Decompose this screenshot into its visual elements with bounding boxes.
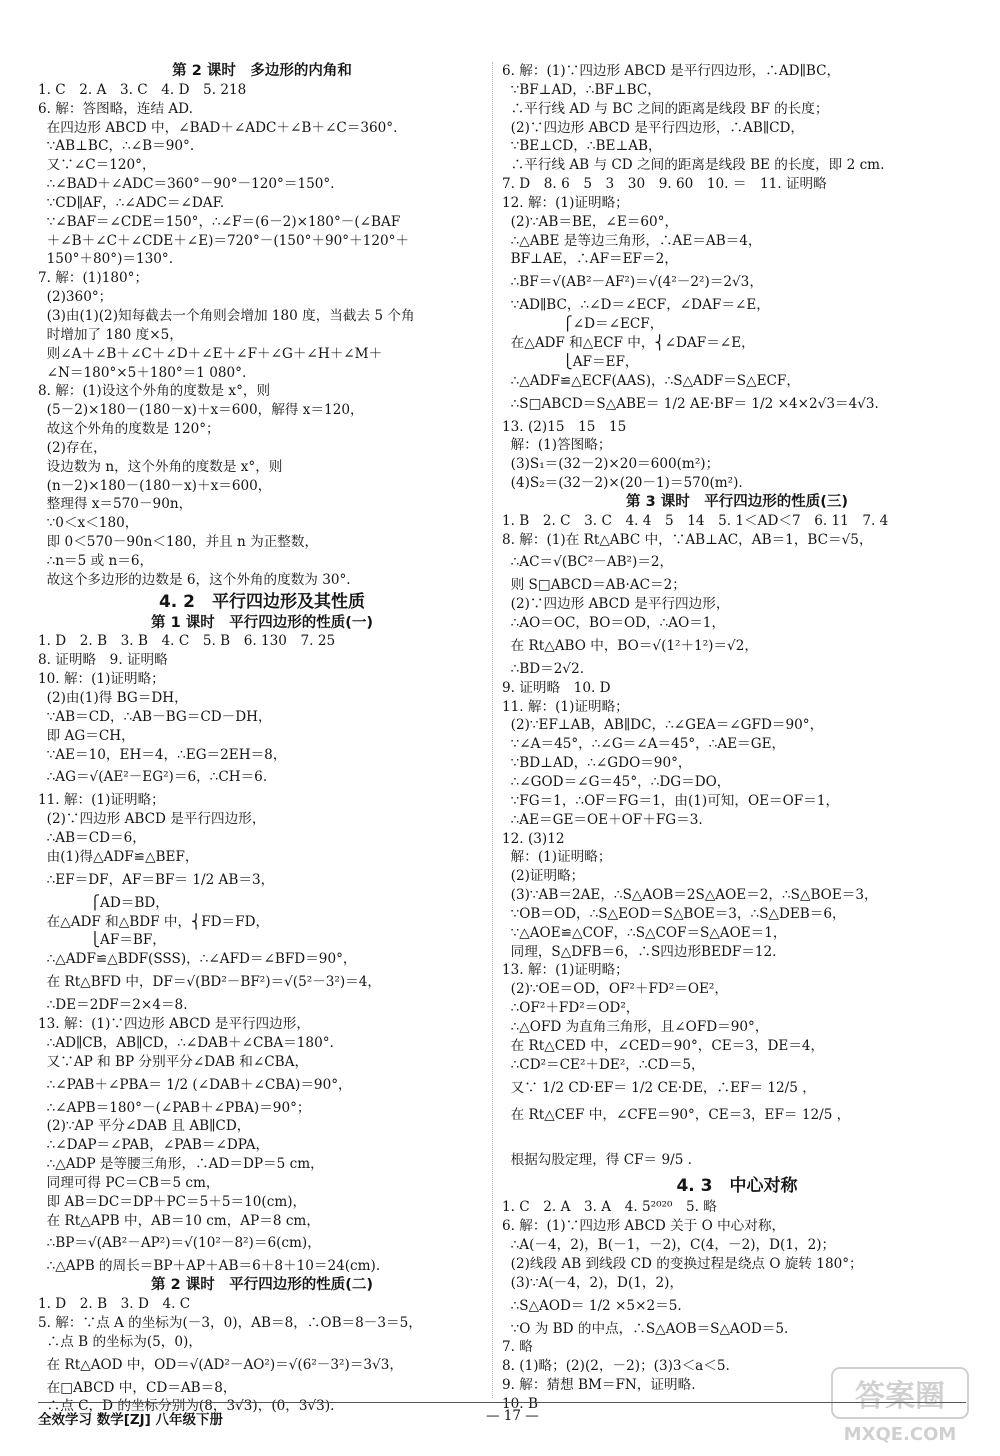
answer-line: (2)证明略； [502,868,585,885]
answer-line: 解：(1)证明略； [502,849,612,866]
answer-line: 8. 解：(1)在 Rt△ABC 中，∵AB⊥AC，AB＝1，BC＝√5， [502,531,873,548]
answer-line: ∴点 C，D 的坐标分别为(8，3√3)，(0，3√3). [38,1398,335,1415]
answer-line: ∴∠PAB＋∠PBA＝ 1/2 (∠DAB＋∠CBA)＝90°， [38,1076,352,1093]
answer-line: 时增加了 180 度×5， [38,326,183,343]
section-heading: 第 3 课时 平行四边形的性质(三) [626,493,848,510]
answer-line: ∴AD∥CB，AB∥CD，∴∠DAB＋∠CBA＝180°. [38,1034,334,1051]
answer-line: 1. C 2. A 3. A 4. 5²⁰²⁰ 5. 略 [502,1199,717,1216]
answer-line: 由(1)得△ADF≌△BEF， [38,848,199,865]
answer-line: 又∵∠C＝120°， [38,157,156,174]
book-title: 全效学习 数学[ZJ] 八年级下册 [38,1412,224,1428]
answer-line: 即 0＜570－90n＜180，并且 n 为正整数， [38,534,319,551]
answer-line: ∵BD⊥AD，∴∠GDO＝90°， [502,755,692,772]
answer-line: 5. 解：∵点 A 的坐标为(－3，0)，AB＝8，∴OB＝8－3＝5， [38,1314,422,1331]
answer-line: 在 Rt△ABO 中，BO＝√(1²＋1²)＝√2， [502,637,758,654]
answer-line: ∵△AOE≌△COF，∴S△COF＝S△AOE＝1， [502,924,787,941]
answer-line: (2)∵四边形 ABCD 是平行四边形， [38,811,266,828]
answer-line: ∴OF²＋FD²＝OD²， [502,1000,640,1017]
answer-line: 设边数为 n，这个外角的度数是 x°，则 [38,458,283,475]
answer-line: (2)由(1)得 BG＝DH， [38,690,188,706]
answer-line: 1. D 2. B 3. B 4. C 5. B 6. 130 7. 25 [38,633,336,650]
column-divider [492,62,493,1398]
answer-line: 在△ADF 和△BDF 中，⎨FD＝FD， [38,913,270,930]
answer-line: ＋∠B＋∠C＋∠CDE＋∠E)＝720°－(150°＋90°＋120°＋ [38,232,410,249]
answer-line: ∴BD＝2√2. [502,660,585,677]
answer-line: (2)线段 AB 到线段 CD 的变换过程是绕点 O 旋转 180°； [502,1255,863,1272]
answer-line: 12. (3)12 [502,830,565,847]
answer-line: 13. (2)15 15 15 [502,418,627,435]
answer-line: ⎧AD＝BD， [38,894,169,911]
answer-line: ∵∠A＝45°，∴∠G＝∠A＝45°，∴AE＝GE， [502,736,786,753]
answer-line: 6. 解：(1)∵四边形 ABCD 关于 O 中心对称， [502,1218,786,1235]
answer-line: ∴△ADF≌△ECF(AAS)，∴S△ADF＝S△ECF， [502,372,800,389]
answer-line: 7. 略 [502,1339,533,1356]
answer-line: (2)360°； [38,289,113,306]
answer-line: 解：(1)答图略； [502,437,612,454]
answer-line: ∴点 B 的坐标为(5，0)， [38,1333,202,1350]
answer-line: ∴△OFD 为直角三角形，且∠OFD＝90°， [502,1018,769,1035]
answer-line: 在□ABCD 中，CD＝AB＝8， [38,1379,237,1396]
answer-line: (2)∵AB＝BE，∠E＝60°， [502,213,679,230]
answer-line: 即 AG＝CH， [38,727,135,744]
answer-line: 11. 解：(1)证明略； [38,792,165,809]
answer-line: ∴n＝5 或 n＝6， [38,552,154,569]
answer-line: 10. B [502,1395,538,1412]
answer-line: ∵BE⊥CD，∴BE⊥AB， [502,138,662,155]
answer-line: ∴△APB 的周长＝BP＋AP＋AB＝6＋8＋10＝24(cm). [38,1258,381,1275]
answer-line: 8. (1)略；(2)(2，－2)；(3)3＜a＜5. [502,1358,730,1375]
answer-line: 8. 证明略 9. 证明略 [38,652,168,669]
answer-line: 同理，S△DFB＝6，∴S四边形BEDF＝12. [502,943,777,960]
answer-line: ∵∠BAF＝∠CDE＝150°，∴∠F＝(6－2)×180°－(∠BAF [38,213,401,230]
section-heading: 4. 3 中心对称 [676,1176,798,1197]
answer-line: 又∵ 1/2 CD·EF＝ 1/2 CE·DE，∴EF＝ 12/5 ， [502,1079,816,1096]
answer-line: 故这个多边形的边数是 6，这个外角的度数为 30°. [38,571,351,588]
answer-line: ∴△ADF≌△BDF(SSS)，∴∠AFD＝∠BFD＝90°， [38,951,357,968]
answer-line: 在 Rt△APB 中，AB＝10 cm，AP＝8 cm， [38,1212,320,1229]
answer-line: ∴△ABE 是等边三角形，∴AE＝AB＝4， [502,232,762,249]
answer-line: (2)∵四边形 ABCD 是平行四边形，∴AB∥CD， [502,119,805,136]
answer-line: (2)存在， [38,439,107,456]
answer-line: 在△ADF 和△ECF 中，⎨∠DAF＝∠E， [502,334,755,351]
answer-line: 7. 解：(1)180°； [38,270,149,287]
answer-line: (2)∵AP 平分∠DAB 且 AB∥CD， [38,1118,251,1135]
answer-line: (2)∵EF⊥AB，AB∥DC，∴∠GEA＝∠GFD＝90°， [502,717,824,734]
answer-line: BF⊥AE，∴AF＝EF＝2， [502,251,678,268]
footer-rule [38,1402,966,1403]
answer-line: ∴∠GOD＝∠G＝45°，∴DG＝DO， [502,774,731,790]
answer-line: ⎩AF＝EF， [502,353,639,370]
answer-line: ∴CD²＝CE²＋DE²，∴CD＝5， [502,1056,705,1073]
answer-line: (2)∵OE＝OD，OF²＋FD²＝OE²， [502,981,728,998]
answer-line: 整理得 x＝570－90n， [38,496,193,513]
answer-line: 13. 解：(1)证明略； [502,962,629,979]
answer-line: ∴S△AOD＝ 1/2 ×5×2＝5. [502,1297,682,1314]
answer-line: ∴A(－4，2)，B(－1，－2)，C(4，－2)，D(1，2)； [502,1237,836,1254]
left-column [38,62,486,1416]
answer-line: ∴∠DAP＝∠PAB，∠PAB＝∠DPA， [38,1137,270,1154]
answer-line: (3)由(1)(2)知每截去一个角则会增加 180 度，当截去 5 个角 [38,307,415,324]
answer-line: 1. C 2. A 3. C 4. D 5. 218 [38,81,247,98]
answer-line: ∴AE＝GE＝OE＋OF＋FG＝3. [502,811,703,828]
answer-line: 故这个外角的度数是 120°； [38,421,220,438]
watermark-bottom: MXQE.COM [843,1424,957,1445]
section-heading: 4. 2 平行四边形及其性质 [158,591,366,612]
section-heading: 第 1 课时 平行四边形的性质(一) [151,614,373,631]
answer-line: ∴平行线 AB 与 CD 之间的距离是线段 BE 的长度，即 2 cm. [502,157,885,174]
answer-line: ∴BP＝√(AB²－AP²)＝√(10²－8²)＝6(cm)， [38,1235,321,1252]
answer-line: (3)∵A(－4，2)，D(1，2)， [502,1274,684,1291]
answer-line: ∵FG＝1，∴OF＝FG＝1，由(1)可知，OE＝OF＝1， [502,792,840,809]
answer-line: 1. B 2. C 3. C 4. 4 5 14 5. 1＜AD＜7 6. 11 7. 4 [502,512,889,529]
answer-line: 则 S□ABCD＝AB·AC＝2； [502,577,686,594]
answer-line: 在四边形 ABCD 中，∠BAD＋∠ADC＋∠B＋∠C＝360°. [38,119,398,136]
answer-line: 在 Rt△AOD 中，OD＝√(AD²－AO²)＝√(6²－3²)＝3√3， [38,1356,403,1373]
answer-line: 同理可得 PC＝CB＝5 cm， [38,1174,220,1191]
answer-line: 7. D 8. 6 5 3 30 9. 60 10. ＝ 11. 证明略 [502,176,827,193]
answer-line: ∴DE＝2DF＝2×4＝8. [38,997,188,1014]
answer-line [502,1129,972,1148]
answer-line: ∴AB＝CD＝6， [38,830,146,847]
answer-line: ∵AE＝10，EH＝4，∴EG＝2EH＝8， [38,746,287,763]
answer-line: (2)∵四边形 ABCD 是平行四边形， [502,596,730,613]
answer-line: ∴△ADP 是等腰三角形，∴AD＝DP＝5 cm， [38,1156,324,1173]
answer-line: 即 AB＝DC＝DP＋PC＝5＋5＝10(cm)， [38,1193,307,1210]
answer-line: (n－2)×180－(180－x)＋x＝600， [38,477,272,494]
right-column [502,62,972,1414]
watermark-logo [830,1366,970,1448]
answer-line: ∴S□ABCD＝S△ABE＝ 1/2 AE·BF＝ 1/2 ×4×2√3＝4√3. [502,395,879,412]
answer-line: 8. 解：(1)设这个外角的度数是 x°，则 [38,383,271,400]
answer-line: ∵CD∥AF，∴∠ADC＝∠DAF. [38,194,225,211]
answer-line: 根据勾股定理，得 CF＝ 9/5 . [502,1152,692,1169]
answer-line: (3)S₁＝(32－2)×20＝600(m²)； [502,456,720,473]
answer-line: ∴∠BAD＋∠ADC＝360°－90°－120°＝150°. [38,176,335,193]
answer-line: 6. 解：(1)∵四边形 ABCD 是平行四边形，∴AD∥BC， [502,63,841,79]
answer-line: 12. 解：(1)证明略； [502,194,629,211]
answer-line: (3)∵AB＝2AE，∴S△AOB＝2S△AOE＝2，∴S△BOE＝3， [502,887,878,904]
answer-line: ∵AD∥BC，∴∠D＝∠ECF，∠DAF＝∠E， [502,297,770,314]
answer-line: 9. 解：猜想 BM＝FN，证明略. [502,1377,696,1394]
answer-line: ∵AB⊥BC，∴∠B＝90°. [38,138,195,155]
answer-line: (5－2)×180－(180－x)＋x＝600，解得 x＝120， [38,402,364,419]
answer-line: 在 Rt△BFD 中，DF＝√(BD²－BF²)＝√(5²－3²)＝4， [38,974,382,991]
answer-line: ∴∠APB＝180°－(∠PAB＋∠PBA)＝90°； [38,1099,311,1116]
answer-line: ∵BF⊥AD，∴BF⊥BC， [502,81,661,98]
answer-line: 则∠A＋∠B＋∠C＋∠D＋∠E＋∠F＋∠G＋∠H＋∠M＋ [38,345,383,362]
answer-line: 在 Rt△CED 中，∠CED＝90°，CE＝3，DE＝4， [502,1037,825,1054]
page-number: — 17 — [486,1408,539,1424]
section-heading: 第 2 课时 平行四边形的性质(二) [151,1277,373,1294]
watermark-top: 答案圈 [855,1379,945,1414]
answer-line: 在 Rt△CEF 中，∠CFE＝90°，CE＝3，EF＝ 12/5 ， [502,1106,851,1123]
answer-line: ∴EF＝DF，AF＝BF＝ 1/2 AB＝3， [38,871,275,888]
answer-line: ∵AB＝CD，∴AB－BG＝CD－DH， [38,708,272,725]
answer-line: 150°＋80°)＝130°. [38,251,174,268]
answer-line: 10. 解：(1)证明略； [38,671,165,688]
answer-line: ∵0＜x＜180， [38,515,139,532]
answer-line: 6. 解：答图略，连结 AD. [38,100,193,117]
answer-line: ∠N＝180°×5＋180°＝1 080°. [38,364,247,381]
answer-line: 又∵AP 和 BP 分别平分∠DAB 和∠CBA， [38,1053,309,1070]
answer-line: ⎧∠D＝∠ECF， [502,316,664,333]
answer-line: 11. 解：(1)证明略； [502,698,629,715]
answer-line: ∴BF＝√(AB²－AF²)＝√(4²－2²)＝2√3， [502,274,763,291]
answer-line: 13. 解：(1)∵四边形 ABCD 是平行四边形， [38,1015,310,1032]
answer-line: 9. 证明略 10. D [502,679,611,696]
answer-line: 1. D 2. B 3. D 4. C [38,1296,191,1313]
section-heading: 第 2 课时 多边形的内角和 [172,63,352,79]
answer-line: (4)S₂＝(32－2)×(20－1)＝570(m²). [502,475,743,492]
answer-line: ∴AC＝√(BC²－AB²)＝2， [502,554,674,571]
answer-line: ∴平行线 AD 与 BC 之间的距离是线段 BF 的长度； [502,100,829,117]
answer-line: ∵OB＝OD，∴S△EOD＝S△BOE＝3，∴S△DEB＝6， [502,905,846,922]
answer-line: ⎩AF＝BF， [38,932,166,949]
answer-line: ∵O 为 BD 的中点，∴S△AOB＝S△AOD＝5. [502,1320,789,1337]
answer-line: ∴AG＝√(AE²－EG²)＝6，∴CH＝6. [38,769,268,786]
answer-line: ∴AO＝OC，BO＝OD，∴AO＝1， [502,615,726,632]
